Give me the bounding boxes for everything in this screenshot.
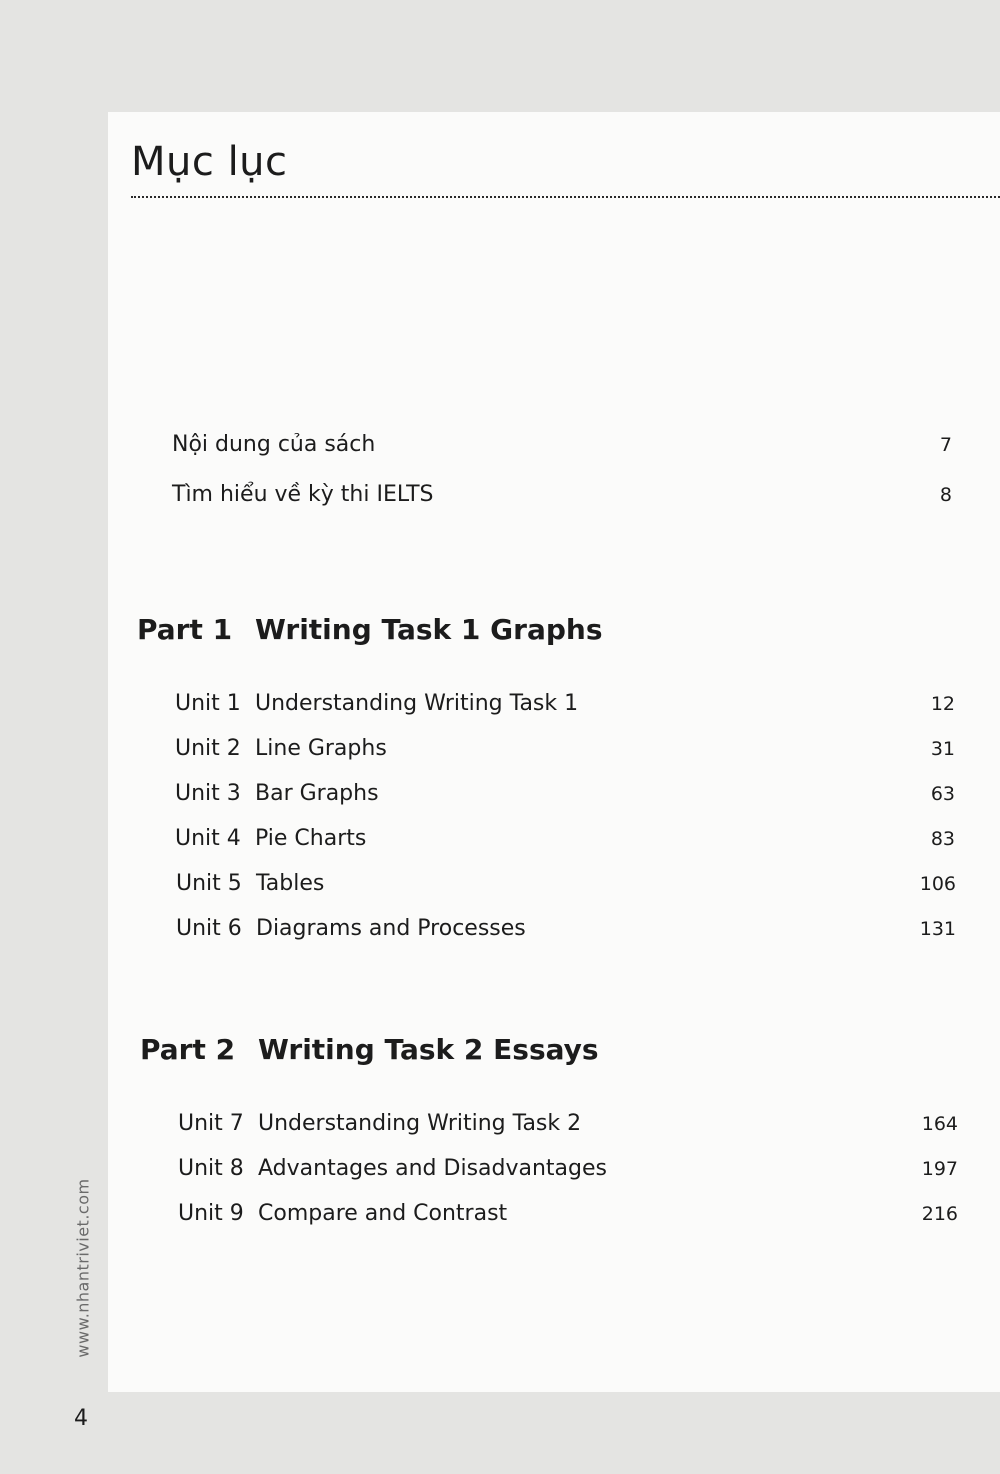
publisher-url-watermark: www.nhantriviet.com bbox=[73, 1178, 93, 1358]
unit-number: Unit 1 bbox=[175, 691, 241, 716]
toc-unit-entry[interactable] bbox=[176, 914, 956, 944]
toc-page-number: 131 bbox=[919, 918, 956, 940]
unit-number: Unit 6 bbox=[176, 916, 242, 941]
toc-unit-entry[interactable] bbox=[175, 734, 955, 764]
unit-number: Unit 7 bbox=[178, 1111, 244, 1136]
unit-title: Understanding Writing Task 1 bbox=[255, 691, 579, 716]
unit-title: Tables bbox=[256, 871, 325, 896]
unit-title: Compare and Contrast bbox=[258, 1201, 508, 1226]
unit-title: Line Graphs bbox=[255, 736, 387, 761]
unit-title: Diagrams and Processes bbox=[256, 916, 526, 941]
toc-page-number: 164 bbox=[921, 1113, 958, 1135]
toc-unit-entry[interactable] bbox=[175, 824, 955, 854]
toc-page-number: 216 bbox=[921, 1203, 958, 1225]
toc-page-number: 63 bbox=[930, 783, 955, 805]
part-number: Part 1 bbox=[137, 613, 233, 646]
toc-page-number: 12 bbox=[930, 693, 955, 715]
unit-number: Unit 8 bbox=[178, 1156, 244, 1181]
unit-title: Understanding Writing Task 2 bbox=[258, 1111, 582, 1136]
toc-unit-entry[interactable] bbox=[178, 1109, 958, 1139]
page-title: Mục lục bbox=[131, 139, 288, 185]
unit-number: Unit 3 bbox=[175, 781, 241, 806]
title-dotted-rule bbox=[131, 196, 1000, 198]
part-number: Part 2 bbox=[140, 1033, 236, 1066]
unit-title: Bar Graphs bbox=[255, 781, 379, 806]
toc-page-number: 31 bbox=[930, 738, 955, 760]
unit-number: Unit 5 bbox=[176, 871, 242, 896]
part-title: Writing Task 2 Essays bbox=[258, 1033, 599, 1066]
toc-unit-entry[interactable] bbox=[178, 1199, 958, 1229]
toc-page-number: 7 bbox=[939, 434, 952, 456]
unit-number: Unit 4 bbox=[175, 826, 241, 851]
toc-entry-front-matter[interactable] bbox=[172, 480, 952, 510]
toc-unit-entry[interactable] bbox=[175, 689, 955, 719]
toc-page-number: 106 bbox=[919, 873, 956, 895]
unit-title: Advantages and Disadvantages bbox=[258, 1156, 607, 1181]
toc-entry-label: Nội dung của sách bbox=[172, 432, 376, 457]
toc-unit-entry[interactable] bbox=[175, 779, 955, 809]
toc-page-number: 197 bbox=[921, 1158, 958, 1180]
page-number: 4 bbox=[74, 1406, 88, 1431]
toc-page-number: 8 bbox=[939, 484, 952, 506]
unit-number: Unit 9 bbox=[178, 1201, 244, 1226]
toc-entry-front-matter[interactable] bbox=[172, 430, 952, 460]
toc-unit-entry[interactable] bbox=[176, 869, 956, 899]
toc-page-number: 83 bbox=[930, 828, 955, 850]
unit-title: Pie Charts bbox=[255, 826, 367, 851]
unit-number: Unit 2 bbox=[175, 736, 241, 761]
part-title: Writing Task 1 Graphs bbox=[255, 613, 603, 646]
toc-unit-entry[interactable] bbox=[178, 1154, 958, 1184]
toc-entry-label: Tìm hiểu về kỳ thi IELTS bbox=[172, 482, 434, 507]
